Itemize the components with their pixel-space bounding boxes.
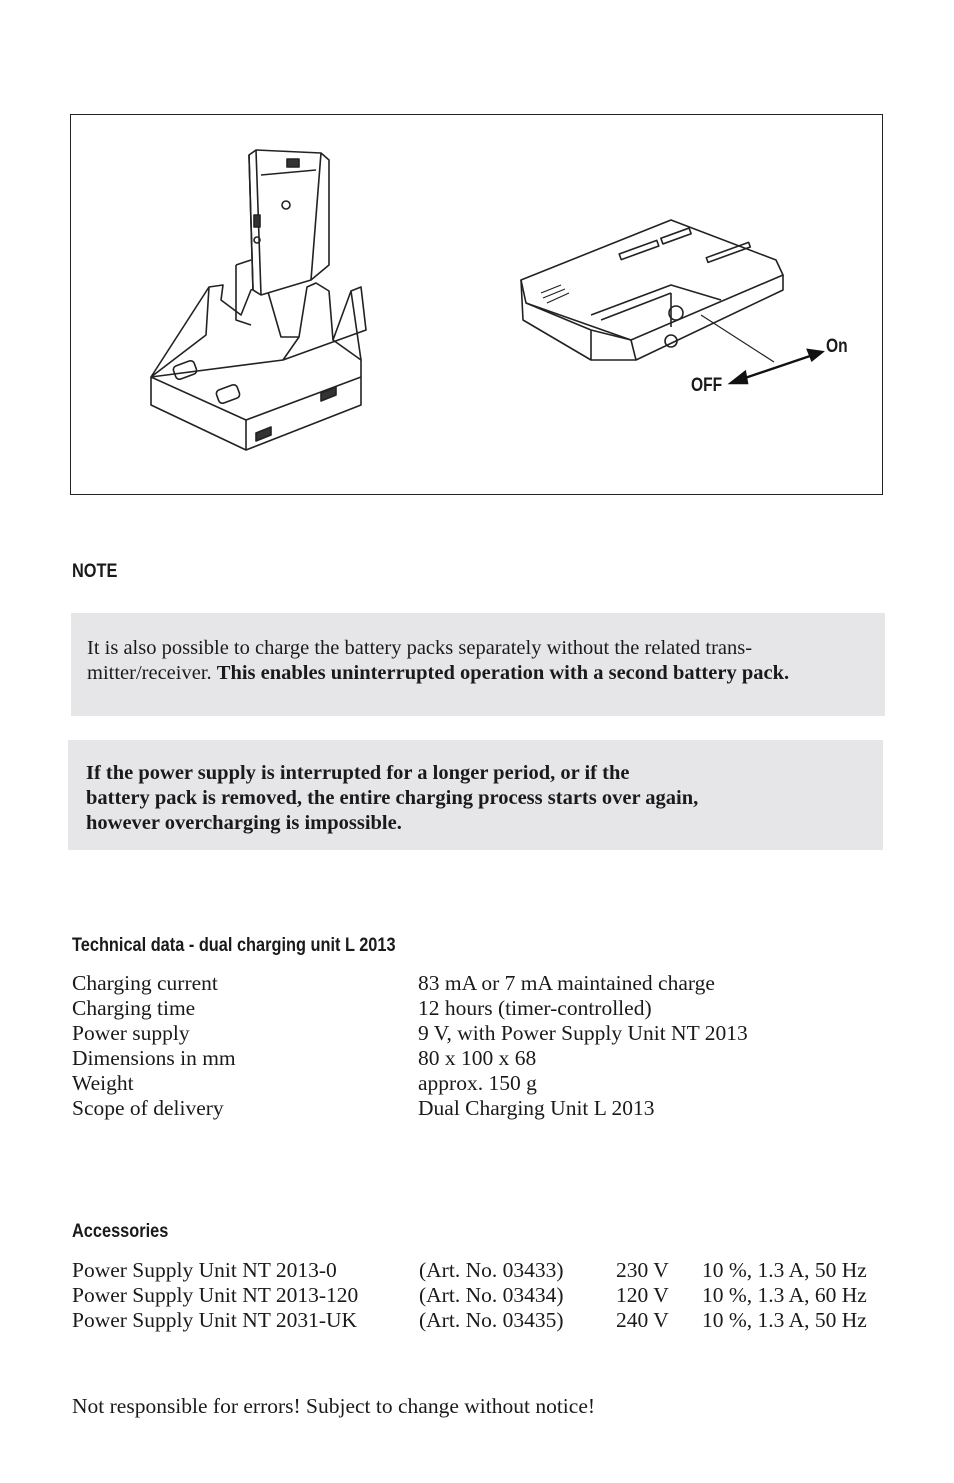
tech-label: Weight [72, 1071, 134, 1095]
accessory-row [72, 1308, 892, 1333]
note-line [87, 661, 885, 686]
tech-label: Charging time [72, 996, 196, 1020]
accessory-spec: 10 %, 1.3 A, 50 Hz [702, 1258, 867, 1282]
note-line: It is also possible to charge the battery packs separately without the related trans- [87, 637, 753, 659]
disclaimer: Not responsible for errors! Subject to change without notice! [72, 1394, 596, 1418]
off-label: OFF [691, 375, 723, 396]
charger-illustration [71, 115, 884, 496]
tech-row [72, 1046, 537, 1071]
accessories-heading: Accessories [72, 1221, 169, 1242]
technical-heading: Technical data - dual charging unit L 2013 [72, 935, 396, 956]
accessory-row [72, 1258, 892, 1283]
accessory-name: Power Supply Unit NT 2013-0 [72, 1258, 337, 1282]
accessory-art-no: (Art. No. 03434) [419, 1283, 564, 1307]
tech-row [72, 971, 715, 996]
tech-label: Charging current [72, 971, 218, 995]
tech-value: approx. 150 g [418, 1071, 537, 1095]
on-label: On [826, 336, 848, 357]
accessory-voltage: 230 V [616, 1258, 669, 1282]
accessory-art-no: (Art. No. 03433) [419, 1258, 564, 1282]
tech-label: Power supply [72, 1021, 190, 1045]
tech-label: Scope of delivery [72, 1096, 224, 1120]
tech-value: Dual Charging Unit L 2013 [418, 1096, 655, 1120]
tech-row [72, 1021, 748, 1046]
accessory-spec: 10 %, 1.3 A, 50 Hz [702, 1308, 867, 1332]
tech-value: 9 V, with Power Supply Unit NT 2013 [418, 1021, 748, 1045]
note-box-info [71, 613, 885, 716]
accessory-voltage: 240 V [616, 1308, 669, 1332]
accessory-voltage: 120 V [616, 1283, 669, 1307]
tech-row [72, 1071, 537, 1096]
accessory-spec: 10 %, 1.3 A, 60 Hz [702, 1283, 867, 1307]
note-box-warning [68, 740, 883, 850]
warning-line: If the power supply is interrupted for a longer period, or if the [86, 762, 630, 784]
note-text: mitter/receiver. [87, 662, 217, 684]
note-emphasis: This enables uninterrupted operation with a second battery pack. [216, 662, 790, 684]
accessory-row [72, 1283, 892, 1308]
accessory-name: Power Supply Unit NT 2013-120 [72, 1283, 359, 1307]
tech-value: 12 hours (timer-controlled) [418, 996, 652, 1020]
tech-value: 83 mA or 7 mA maintained charge [418, 971, 715, 995]
tech-row [72, 996, 652, 1021]
warning-line: battery pack is removed, the entire charging process starts over again, [86, 787, 699, 809]
accessory-art-no: (Art. No. 03435) [419, 1308, 564, 1332]
accessory-name: Power Supply Unit NT 2031-UK [72, 1308, 358, 1332]
tech-value: 80 x 100 x 68 [418, 1046, 537, 1070]
tech-label: Dimensions in mm [72, 1046, 236, 1070]
note-heading: NOTE [72, 561, 118, 582]
warning-line: however overcharging is impossible. [86, 812, 402, 834]
tech-row [72, 1096, 655, 1121]
illustration-figure [70, 114, 883, 495]
